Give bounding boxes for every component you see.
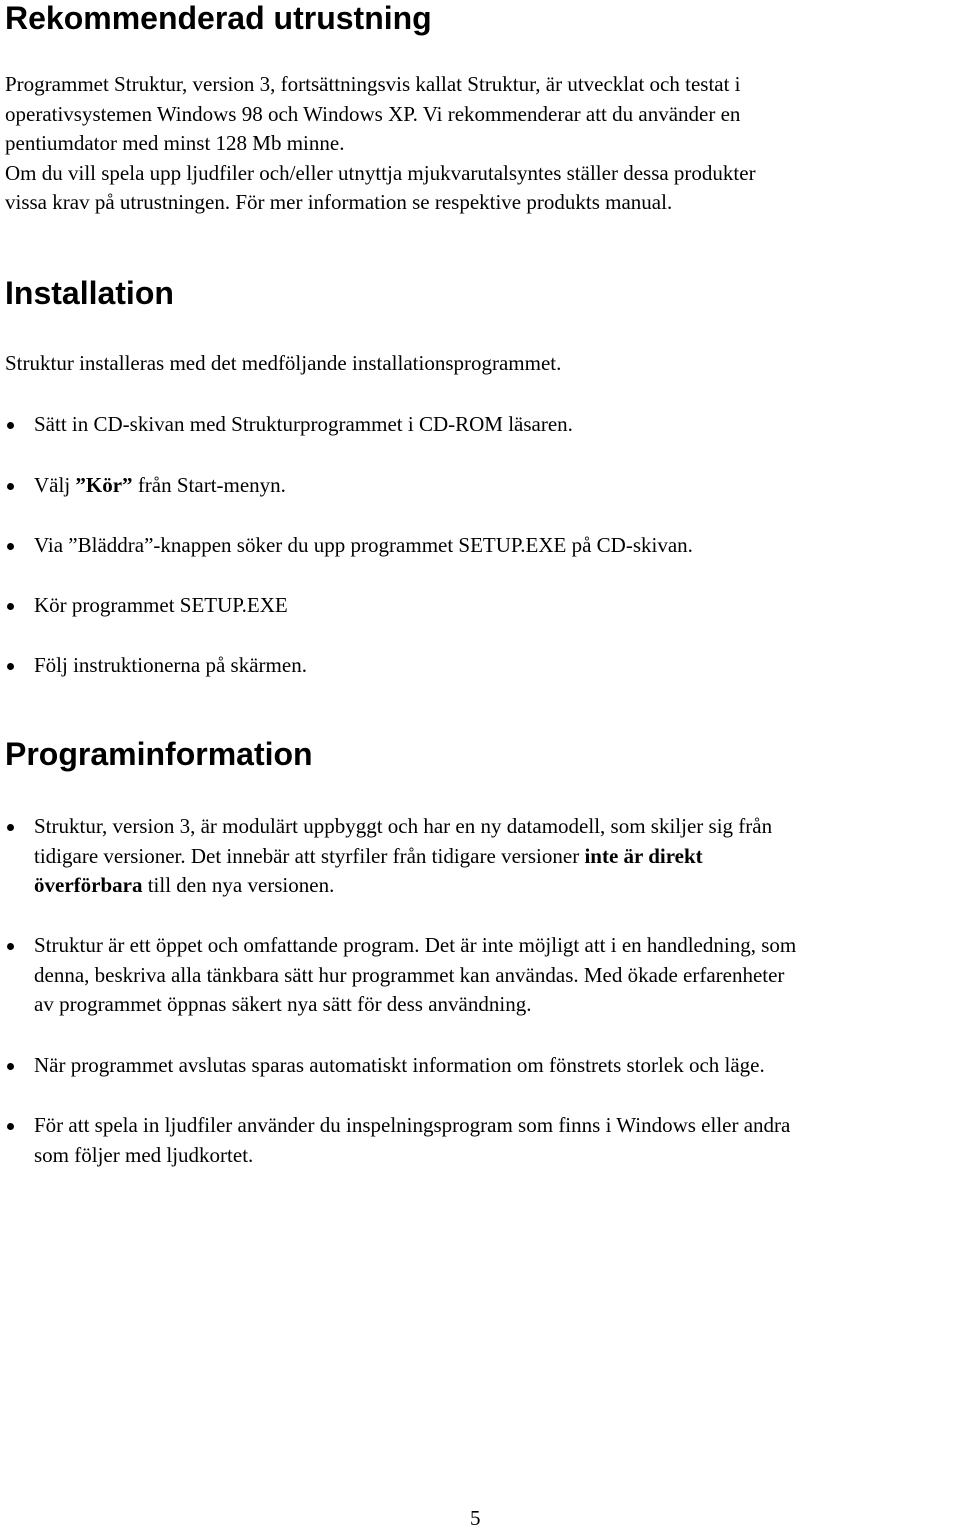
paragraph-line: pentiumdator med minst 128 Mb minne. [5,131,345,155]
text-line: För att spela in ljudfiler använder du inspelningsprogram som finns i Windows eller andra [34,1113,791,1137]
bullet-icon [7,1123,14,1130]
heading-equipment: Rekommenderad utrustning [5,0,432,36]
text-line [34,871,959,901]
list-item-text [34,1111,959,1170]
bullet-icon [7,483,14,490]
paragraph-line: vissa krav på utrustningen. För mer information se respektive produkts manual. [5,190,673,214]
list-item-text: Sätt in CD-skivan med Strukturprogrammet i CD-ROM läsaren. [34,412,573,436]
text-run-bold: överförbara [34,873,143,897]
text-line [34,842,959,872]
text-run: från Start-menyn. [132,473,286,497]
text-run-bold: inte är direkt [584,843,703,868]
paragraph-line: Om du vill spela upp ljudfiler och/eller utnyttja mjukvarutalsyntes ställer dessa produkter [5,160,756,185]
text-line: som följer med ljudkortet. [34,1142,254,1167]
list-item-text: Via ”Bläddra”-knappen söker du upp programmet SETUP.EXE på CD-skivan. [34,533,693,557]
bullet-icon [7,543,14,550]
text-line: Struktur är ett öppet och omfattande program. Det är inte möjligt att i en handledning, som [34,933,797,957]
list-item-text: Följ instruktionerna på skärmen. [34,653,307,677]
list-item-text: När programmet avslutas sparas automatiskt information om fönstrets storlek och läge. [34,1053,765,1077]
text-run-bold: ”Kör” [75,473,133,497]
list-item-text [34,931,959,1020]
list-item-text [34,812,959,901]
bullet-icon [7,943,14,950]
list-item-text: Kör programmet SETUP.EXE [34,593,288,617]
paragraph-equipment [5,70,950,218]
heading-installation: Installation [5,275,174,311]
text-run: till den nya versionen. [142,873,335,897]
bullet-icon [7,603,14,610]
text-line: av programmet öppnas säkert nya sätt för dess användning. [34,992,532,1016]
text-line: denna, beskriva alla tänkbara sätt hur programmet kan användas. Med ökade erfarenheter [34,962,785,987]
installation-intro: Struktur installeras med det medföljande installationsprogrammet. [5,351,562,375]
bullet-icon [7,1063,14,1070]
text-line: Struktur, version 3, är modulärt uppbyggt och har en ny datamodell, som skiljer sig från [34,814,773,838]
paragraph-line: Programmet Struktur, version 3, fortsättningsvis kallat Struktur, är utvecklat och testat i [5,72,741,96]
text-run: tidigare versioner. Det innebär att styrfiler från tidigare versioner [34,843,585,868]
bullet-icon [7,824,14,831]
bullet-icon [7,422,14,429]
heading-program-info: Programinformation [5,736,313,772]
paragraph-line: operativsystemen Windows 98 och Windows XP. Vi rekommenderar att du använder en [5,101,741,126]
text-run: Välj [34,473,76,497]
bullet-icon [7,663,14,670]
page-number: 5 [470,1506,481,1530]
list-item-text [34,471,959,501]
